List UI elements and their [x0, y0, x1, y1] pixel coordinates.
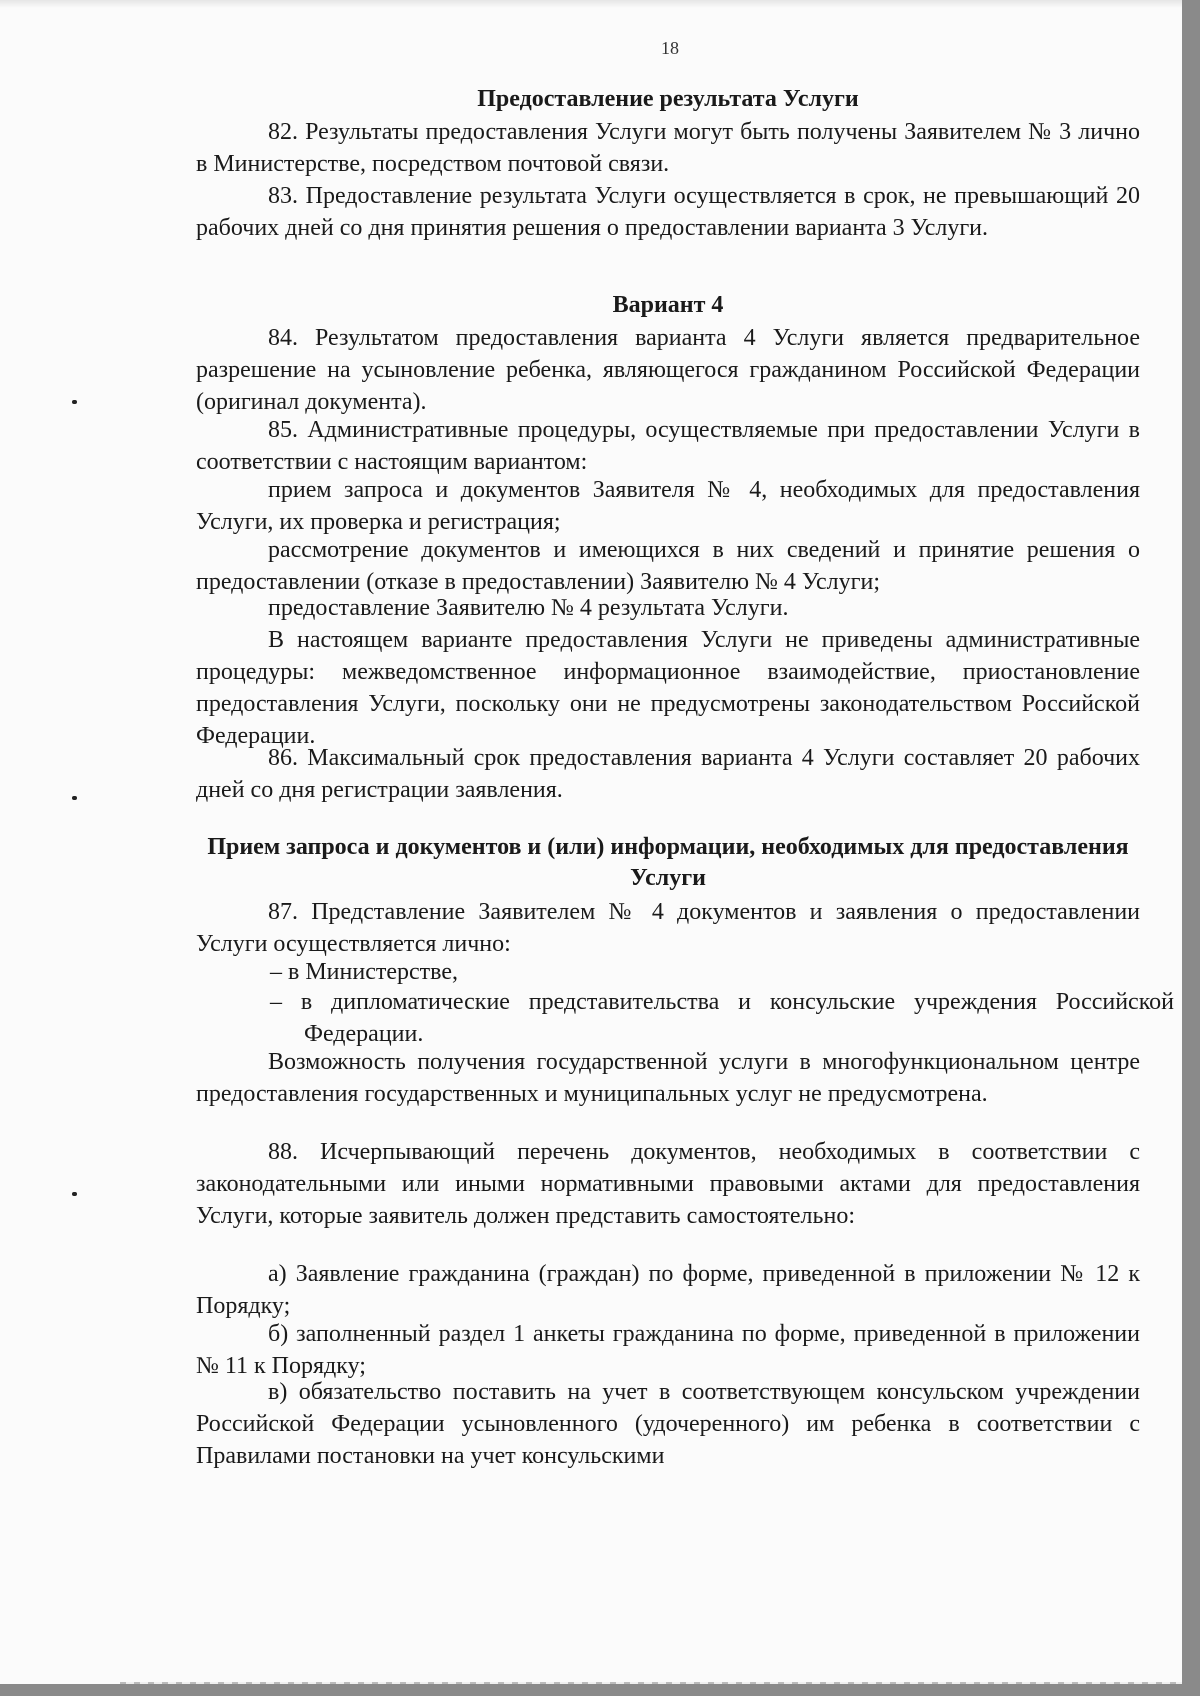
scan-edge [0, 0, 1182, 8]
section-heading: Предоставление результата Услуги [477, 86, 859, 112]
section-heading: Вариант 4 [612, 292, 724, 318]
paragraph: 87. Представление Заявителем № 4 документов и заявления о предоставлении Услуги осуществляется лично: [196, 899, 1140, 957]
paragraph: Возможность получения государственной услуги в многофункциональном центре предоставления государственных и муниципальных услуг не предусмотрена. [196, 1049, 1140, 1107]
list-item: – в Министерстве, [270, 959, 458, 985]
paragraph: 83. Предоставление результата Услуги осуществляется в срок, не превышающий 20 рабочих дней со дня принятия решения о предоставлении варианта 3 Услуги. [196, 183, 1140, 241]
paragraph: рассмотрение документов и имеющихся в них сведений и принятие решения о предоставлении (отказе в предоставлении) Заявителю № 4 Услуги; [196, 537, 1140, 595]
scan-edge [120, 1682, 1182, 1684]
paragraph: б) заполненный раздел 1 анкеты гражданина по форме, приведенной в приложении № 11 к Порядку; [196, 1321, 1140, 1379]
section-heading: Прием запроса и документов и (или) информации, необходимых для предоставления Услуги [207, 834, 1129, 891]
scan-speck [72, 1192, 77, 1196]
paragraph: прием запроса и документов Заявителя № 4, необходимых для предоставления Услуги, их проверка и регистрация; [196, 477, 1140, 535]
scan-speck [72, 796, 77, 800]
paragraph: В настоящем варианте предоставления Услуги не приведены административные процедуры: межведомственное информационное взаимодействие, приостановление предоставления Услуги, поскольку они не предусмотрены законодательством Российской Федерации. [196, 627, 1140, 749]
scan-speck [72, 400, 77, 404]
paragraph: а) Заявление гражданина (граждан) по форме, приведенной в приложении № 12 к Порядку; [196, 1261, 1140, 1319]
paragraph: предоставление Заявителю № 4 результата Услуги. [268, 595, 789, 621]
paragraph: в) обязательство поставить на учет в соответствующем консульском учреждении Российской Федерации усыновленного (удочеренного) им ребенка в соответствии с Правилами постановки на учет консульскими [196, 1379, 1140, 1469]
paragraph: 88. Исчерпывающий перечень документов, необходимых в соответствии с законодательными или иными нормативными правовыми актами для предоставления Услуги, которые заявитель должен представить самостоятельно: [196, 1139, 1140, 1229]
paragraph: 84. Результатом предоставления варианта 4 Услуги является предварительное разрешение на усыновление ребенка, являющегося гражданином Российской Федерации (оригинал документа). [196, 325, 1140, 415]
paragraph: 82. Результаты предоставления Услуги могут быть получены Заявителем № 3 лично в Министерстве, посредством почтовой связи. [196, 119, 1140, 177]
paragraph: 85. Административные процедуры, осуществляемые при предоставлении Услуги в соответствии с настоящим вариантом: [196, 417, 1140, 475]
list-item: – в дипломатические представительства и консульские учреждения Российской Федерации. [270, 989, 1174, 1047]
paragraph: 86. Максимальный срок предоставления варианта 4 Услуги составляет 20 рабочих дней со дня регистрации заявления. [196, 745, 1140, 803]
page-number: 18 [661, 38, 679, 58]
